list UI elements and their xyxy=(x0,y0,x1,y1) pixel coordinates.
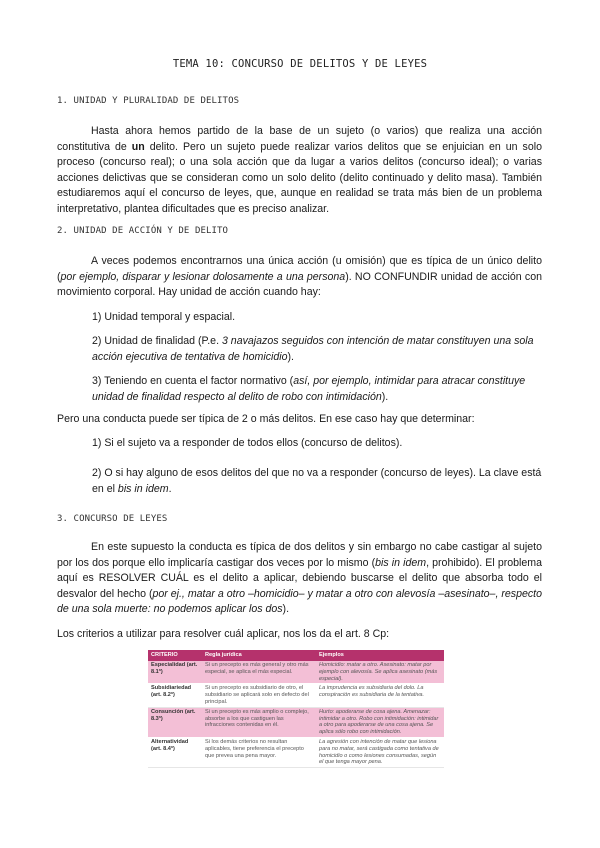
section-3-paragraph xyxy=(57,540,542,618)
s3-text-italic-1: bis in idem xyxy=(375,556,427,569)
table-cell-regla: Si un precepto es más amplio o complejo, absorbe a los que castiguen las infracciones contenidas en él. xyxy=(202,707,316,737)
list-item-2 xyxy=(92,334,542,365)
question-item-2 xyxy=(92,466,542,497)
section-3-heading: 3. CONCURSO DE LEYES xyxy=(57,514,168,524)
item2-text-c: ). xyxy=(287,350,294,363)
table-header-criterio: CRITERIO xyxy=(148,650,202,661)
s2-text-c: ). NO CONFUNDIR unidad de acción con movimiento corporal. Hay unidad de acción cuando hay: xyxy=(57,270,542,299)
table-header-ejemplos: Ejemplos xyxy=(316,650,444,661)
q2-text-italic: bis in idem xyxy=(117,482,169,495)
section-3-paragraph-2: Los criterios a utilizar para resolver cuál aplicar, nos los da el art. 8 Cp: xyxy=(57,628,390,640)
q2-text-a: 2) O si hay alguno de esos delitos del que no va a responder (concurso de leyes). La clave está en el xyxy=(92,467,542,495)
table-cell-ejemplo: La imprudencia es subsidiaria del dolo. La conspiración es subsidiaria de la tentativa. xyxy=(316,684,444,707)
s1-text-bold: un xyxy=(131,140,145,153)
table-cell-criterio: Subsidiariedad (art. 8.2ª) xyxy=(148,684,202,707)
s3-text-a: En este supuesto la conducta es típica de dos delitos y sin embargo no cabe castigar al sujeto por los dos porque ello implicaría castigar dos veces por lo mismo ( xyxy=(57,541,542,569)
section-2-paragraph-2: Pero una conducta puede ser típica de 2 o más delitos. En ese caso hay que determinar: xyxy=(57,413,475,425)
section-1-paragraph xyxy=(57,124,542,218)
item2-text-italic: 3 navajazos seguidos con intención de matar constituyen una sola acción ejecutiva de tentativa de homicidio xyxy=(92,335,534,363)
table-cell-ejemplo: Homicidio: matar a otro. Asesinato: matar por ejemplo con alevosía. Se aplica asesinato (más especial). xyxy=(316,661,444,684)
list-item-3 xyxy=(92,374,542,405)
document-title: TEMA 10: CONCURSO DE DELITOS Y DE LEYES xyxy=(172,58,428,70)
item3-text-a: 3) Teniendo en cuenta el factor normativo ( xyxy=(92,375,294,387)
table-cell-regla: Si un precepto es más general y otro más especial, se aplica el más especial. xyxy=(202,661,316,684)
s1-text-a: Hasta ahora hemos partido de la base de un sujeto (o varios) que realiza una acción constitutiva de xyxy=(57,125,542,153)
s3-text-e: ). xyxy=(282,603,290,616)
s2-text-italic: por ejemplo, disparar y lesionar dolosamente a una persona xyxy=(60,270,346,283)
criteria-table xyxy=(148,650,444,768)
table-cell-ejemplo: La agresión con intención de matar que lesiona para no matar, será castigada como tentativa de homicidio o como lesiones consumadas, según el que tenga mayor pena. xyxy=(316,737,444,767)
table-header-row xyxy=(148,650,444,661)
table-cell-ejemplo: Hurto: apoderarse de cosa ajena. Amenazar: intimidar a otro. Robo con intimidación: intimidar a otro para apoderarse de una cosa ajena. Se aplica sólo robo con intimidación. xyxy=(316,707,444,737)
s3-text-c: , prohibido). El problema aquí es RESOLVER CUÁL es el delito a aplicar, debiendo buscarse el delito que absorba todo el desvalor del hecho ( xyxy=(57,556,542,600)
s3-text-italic-2: por ej., matar a otro –homicidio– y matar a otro con alevosía –asesinato–, respecto de una sola muerte: no podemos aplicar los dos xyxy=(57,587,542,616)
s2-text-a: A veces podemos encontrarnos una única acción (u omisión) que es típica de un único delito ( xyxy=(57,255,542,283)
table-cell-criterio: Consunción (art. 8.3ª) xyxy=(148,707,202,737)
table-cell-criterio: Especialidad (art. 8.1ª) xyxy=(148,661,202,684)
section-2-heading: 2. UNIDAD DE ACCIÓN Y DE DELITO xyxy=(57,226,229,236)
table-cell-regla: Si los demás criterios no resultan aplicables, tiene preferencia el precepto que prevea una pena mayor. xyxy=(202,737,316,767)
question-item-1: 1) Si el sujeto va a responder de todos ellos (concurso de delitos). xyxy=(92,437,403,449)
table-cell-regla: Si un precepto es subsidiario de otro, el subsidiario se aplicará solo en defecto del principal. xyxy=(202,684,316,707)
s1-text-c: delito. Pero un sujeto puede realizar varios delitos que se enjuician en un solo proceso (concurso real); o una sola acción que da lugar a varios delitos (concurso ideal); o varias acciones delictivas que se consideran como un solo delito (delito continuado y delito masa). También estudiaremos aquí el concurso de leyes, que, aunque en realidad se trata más bien de un problema interpretativo, plantea dificultades que es preciso analizar. xyxy=(57,140,542,215)
item3-text-italic: así, por ejemplo, intimidar para atracar constituye unidad de finalidad respecto al delito de robo con intimidación xyxy=(92,375,526,403)
item3-text-c: ). xyxy=(381,390,389,403)
section-1-heading: 1. UNIDAD Y PLURALIDAD DE DELITOS xyxy=(57,96,240,106)
table-row xyxy=(148,707,444,737)
item2-text-a: 2) Unidad de finalidad (P.e. xyxy=(92,335,222,347)
table-header-regla: Regla jurídica xyxy=(202,650,316,661)
list-item-1: 1) Unidad temporal y espacial. xyxy=(92,311,236,323)
table-row xyxy=(148,661,444,684)
section-2-paragraph xyxy=(57,254,542,301)
table-row xyxy=(148,684,444,707)
table-cell-criterio: Alternatividad (art. 8.4ª) xyxy=(148,737,202,767)
q2-text-c: . xyxy=(168,482,172,495)
table-row xyxy=(148,737,444,767)
